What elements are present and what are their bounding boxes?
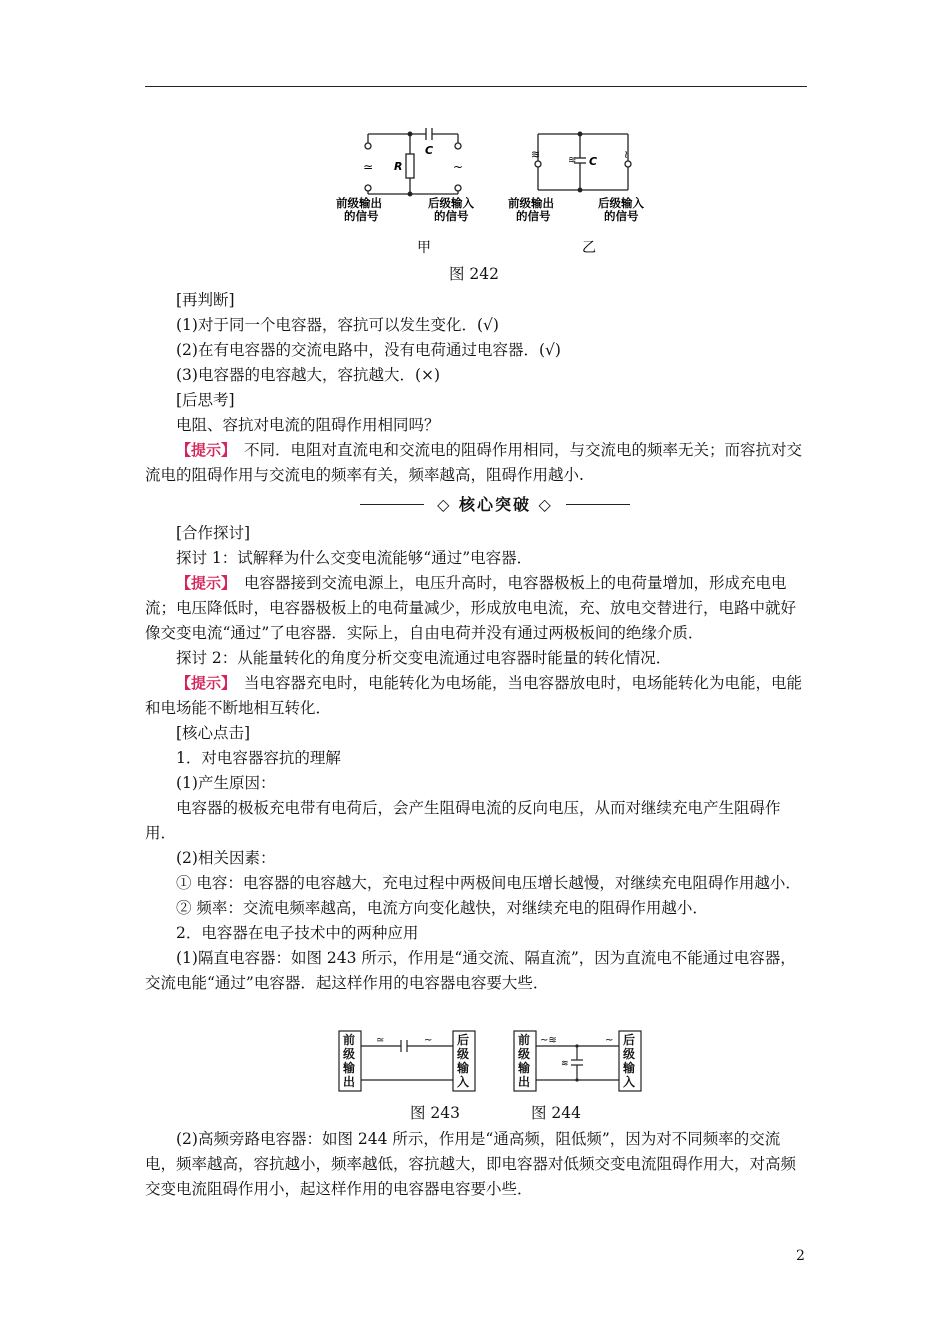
- jia-src-symbol: ≃: [363, 160, 374, 174]
- rejudge-item-1: (1)对于同一个电容器，容抗可以发生变化．(√): [176, 316, 499, 334]
- core-s2: (2)相关因素：: [176, 849, 276, 867]
- core-p1: 电容器的极板充电带有电荷后，会产生阻碍电流的反向电压，从而对继续充电产生阻碍作用．: [145, 799, 781, 842]
- jia-out-caption-1: 后级输入: [428, 196, 474, 210]
- explore-a2: [145, 671, 807, 721]
- jia-sub-label: 甲: [417, 240, 431, 256]
- section-title-core: [360, 492, 630, 516]
- fig243-in-symbol: ≃: [376, 1035, 385, 1046]
- yi-src-caption-2: 的信号: [516, 209, 551, 223]
- explore-a1-text: 电容器接到交流电源上，电压升高时，电容器极板上的电荷量增加，形成充电电流；电压降低时，电容器极板上的电荷量减少，形成放电电流，充、放电交替进行，电路中就好像交变电流“通过”了电容器．实际上，自由电荷并没有通过两极板间的绝缘介质．: [145, 574, 797, 642]
- core-t1: 1．对电容器容抗的理解: [176, 749, 341, 767]
- header-rule: [145, 86, 807, 87]
- explore-heading: [合作探讨]: [176, 524, 251, 542]
- yi-src-caption-1: 前级输出: [508, 196, 554, 210]
- tip-label: 【提示】: [176, 574, 229, 592]
- core-p2: ① 电容：电容器的电容越大，充电过程中两极间电压增长越慢，对继续充电阻碍作用越小．: [176, 874, 801, 892]
- fig243-left-box: 前级输出: [343, 1033, 356, 1089]
- section-rejudge: [145, 288, 807, 488]
- rejudge-heading: [再判断]: [176, 291, 235, 309]
- section-title-text: ◇ 核心突破 ◇: [437, 495, 553, 514]
- core-p3: ② 频率：交流电频率越高，电流方向变化越快，对继续充电的阻碍作用越小．: [176, 899, 708, 917]
- yi-src-symbol: ≋: [531, 148, 541, 161]
- section-explore: [145, 521, 807, 996]
- explore-q2: 探讨 2：从能量转化的角度分析交变电流通过电容器时能量的转化情况．: [176, 649, 672, 667]
- figure-242-caption: 图 242: [449, 265, 500, 283]
- fig244-right-box: 后级输入: [623, 1033, 636, 1089]
- yi-sub-label: 乙: [582, 240, 596, 256]
- figure-242: [330, 120, 650, 260]
- core-p4: (1)隔直电容器：如图 243 所示，作用是“通交流、隔直流”，因为直流电不能通过电容器，交流电能“通过”电容器．起这样作用的电容器电容要大些．: [145, 949, 796, 992]
- yi-cap-label: C: [589, 155, 598, 168]
- figure-244: [513, 1030, 643, 1094]
- yi-bypass-symbol: ≋: [568, 155, 577, 166]
- jia-out-caption-2: 的信号: [434, 209, 469, 223]
- jia-src-caption-1: 前级输出: [336, 196, 382, 210]
- final-p5: (2)高频旁路电容器：如图 244 所示，作用是“通高频，阻低频”，因为对不同频率的交流电，频率越高，容抗越小，频率越低，容抗越大，即电容器对低频交变电流阻碍作用大，对高频交变电流阻碍作用小，起这样作用的电容器电容要小些．: [145, 1130, 797, 1198]
- jia-out-symbol: ~: [453, 160, 464, 174]
- explore-q1: 探讨 1：试解释为什么交变电流能够“通过”电容器．: [176, 549, 533, 567]
- fig244-in-symbol: ~≋: [540, 1035, 557, 1046]
- tip-label: 【提示】: [176, 674, 229, 692]
- explore-a2-text: 当电容器充电时，电能转化为电场能，当电容器放电时，电场能转化为电能，电能和电场能不断地相互转化．: [145, 674, 803, 717]
- core-s1: (1)产生原因：: [176, 774, 276, 792]
- figure-243: [338, 1030, 478, 1094]
- jia-cap-label: C: [425, 144, 434, 157]
- fig244-bypass-symbol: ≋: [561, 1059, 569, 1069]
- yi-out-caption-2: 的信号: [604, 209, 639, 223]
- core-t2: 2．电容器在电子技术中的两种应用: [176, 924, 419, 942]
- think-question: 电阻、容抗对电流的阻碍作用相同吗？: [176, 416, 440, 434]
- circuit-yi: [535, 132, 631, 192]
- fig244-left-box: 前级输出: [518, 1033, 531, 1089]
- rejudge-item-3: (3)电容器的电容越大，容抗越大．(×): [176, 366, 441, 384]
- section-title-line-right: [566, 504, 630, 505]
- fig244-out-symbol: ~: [605, 1035, 614, 1046]
- figure-244-caption: 图 244: [531, 1104, 582, 1122]
- explore-a1: [145, 571, 807, 646]
- section-final: [145, 1127, 807, 1202]
- circuit-jia: [365, 128, 464, 196]
- yi-out-caption-1: 后级输入: [598, 196, 644, 210]
- figure-243-caption: 图 243: [410, 1104, 461, 1122]
- jia-res-label: R: [394, 160, 403, 173]
- figure-242-svg: [330, 120, 650, 260]
- fig243-right-box: 后级输入: [457, 1033, 470, 1089]
- think-answer: [145, 438, 807, 488]
- think-answer-text: 不同．电阻对直流电和交流电的阻碍作用相同，与交流电的频率无关；而容抗对交流电的阻碍作用与交流电的频率有关，频率越高，阻碍作用越小.: [145, 441, 803, 484]
- tip-label: 【提示】: [176, 441, 229, 459]
- page-number: 2: [796, 1248, 805, 1264]
- fig243-out-symbol: ~: [424, 1035, 433, 1046]
- core-heading: [核心点击]: [176, 724, 251, 742]
- rejudge-item-2: (2)在有电容器的交流电路中，没有电荷通过电容器．(√): [176, 341, 561, 359]
- yi-out-symbol: ≀: [624, 148, 629, 161]
- jia-src-caption-2: 的信号: [344, 209, 379, 223]
- think-heading: [后思考]: [176, 391, 235, 409]
